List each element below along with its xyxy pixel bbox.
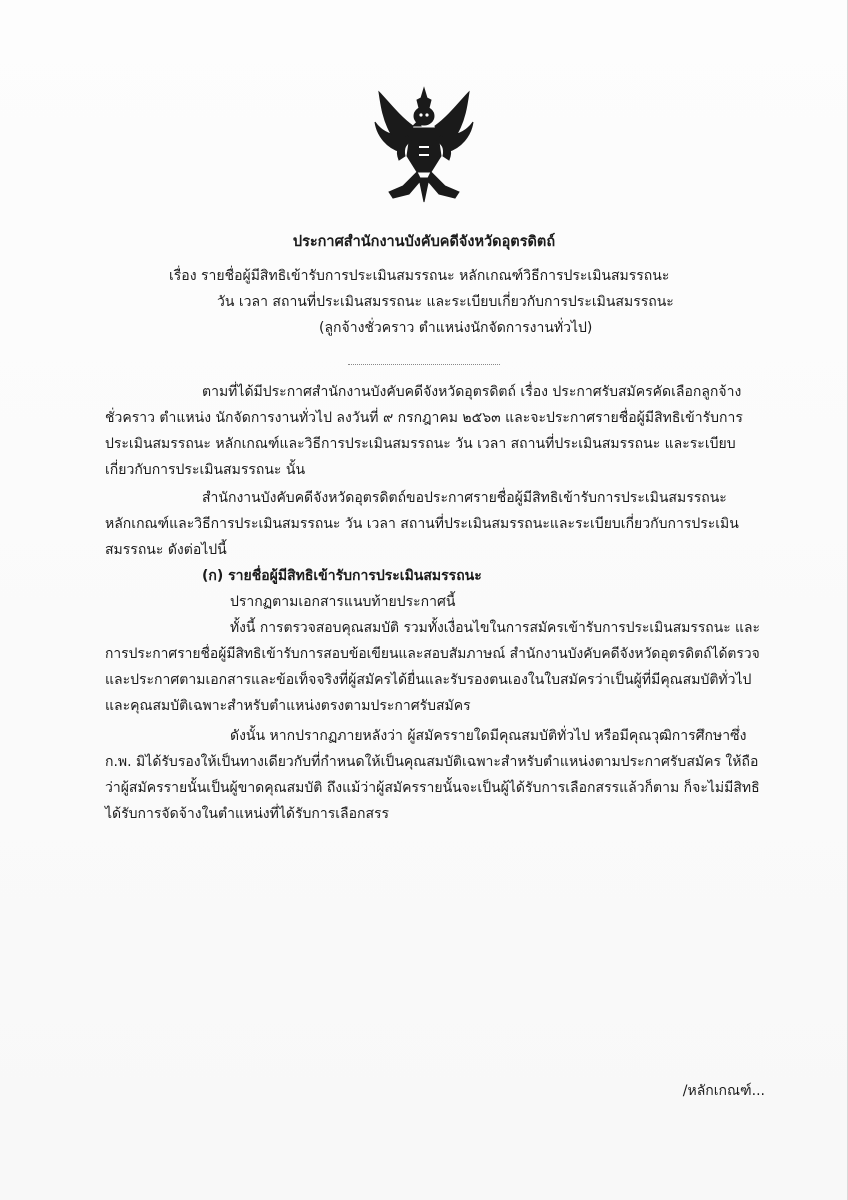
paragraph-line: เกี่ยวกับการประเมินสมรรถนะ นั้น [105, 462, 306, 478]
paragraph-line: ว่าผู้สมัครรายนั้นเป็นผู้ขาดคุณสมบัติ ถึงแม้ว่าผู้สมัครรายนั้นจะเป็นผู้ได้รับการเลือกสรรแล้วก็ตาม ก็จะไม่มีสิทธิ [105, 780, 760, 796]
paragraph-line: การประกาศรายชื่อผู้มีสิทธิเข้ารับการสอบข้อเขียนและสอบสัมภาษณ์ สำนักงานบังคับคดีจังหวัดอุตรดิตถ์ได้ตรวจ [105, 646, 760, 662]
paragraph-line: ตามที่ได้มีประกาศสำนักงานบังคับคดีจังหวัดอุตรดิตถ์ เรื่อง ประกาศรับสมัครคัดเลือกลูกจ้าง [202, 384, 742, 400]
announcement-title: ประกาศสำนักงานบังคับคดีจังหวัดอุตรดิตถ์ [292, 234, 556, 250]
paragraph-line: ดังนั้น หากปรากฏภายหลังว่า ผู้สมัครรายใดมีคุณสมบัติทั่วไป หรือมีคุณวุฒิการศึกษาซึ่ง [230, 728, 747, 744]
garuda-emblem-icon [369, 86, 479, 204]
paragraph-line: สมรรถนะ ดังต่อไปนี้ [105, 542, 227, 558]
subject-line: (ลูกจ้างชั่วคราว ตำแหน่งนักจัดการงานทั่วไป) [319, 320, 593, 336]
paragraph-line: สำนักงานบังคับคดีจังหวัดอุตรดิตถ์ขอประกาศรายชื่อผู้มีสิทธิเข้ารับการประเมินสมรรถนะ [202, 490, 727, 506]
section-heading: (ก) รายชื่อผู้มีสิทธิเข้ารับการประเมินสมรรถนะ [202, 568, 482, 584]
paragraph-line: ชั่วคราว ตำแหน่ง นักจัดการงานทั่วไป ลงวันที่ ๙ กรกฎาคม ๒๕๖๓ และจะประกาศรายชื่อผู้มีสิทธิเข้ารับการ [105, 410, 743, 426]
paragraph-line: หลักเกณฑ์และวิธีการประเมินสมรรถนะ วัน เวลา สถานที่ประเมินสมรรถนะและระเบียบเกี่ยวกับการประเมิน [105, 516, 739, 532]
paragraph-line: ได้รับการจัดจ้างในตำแหน่งที่ได้รับการเลือกสรร [105, 806, 390, 822]
paragraph-line: ประเมินสมรรถนะ หลักเกณฑ์และวิธีการประเมินสมรรถนะ วัน เวลา สถานที่ประเมินสมรรถนะ และระเบียบ [105, 436, 736, 452]
section-text: ปรากฏตามเอกสารแนบท้ายประกาศนี้ [230, 594, 456, 610]
subject-line: เรื่อง รายชื่อผู้มีสิทธิเข้ารับการประเมินสมรรถนะ หลักเกณฑ์วิธีการประเมินสมรรถนะ [169, 268, 670, 284]
continuation-note: /หลักเกณฑ์... [682, 1083, 765, 1099]
paragraph-line: และคุณสมบัติเฉพาะสำหรับตำแหน่งตรงตามประกาศรับสมัคร [105, 698, 471, 714]
divider [348, 364, 500, 365]
subject-line: วัน เวลา สถานที่ประเมินสมรรถนะ และระเบียบเกี่ยวกับการประเมินสมรรถนะ [217, 294, 674, 310]
paragraph-line: ก.พ. มิได้รับรองให้เป็นทางเดียวกับที่กำหนดให้เป็นคุณสมบัติเฉพาะสำหรับตำแหน่งตามประกาศรับสมัคร ให้ถือ [105, 754, 759, 770]
paragraph-line: ทั้งนี้ การตรวจสอบคุณสมบัติ รวมทั้งเงื่อนไขในการสมัครเข้ารับการประเมินสมรรถนะ และ [230, 620, 760, 636]
paragraph-line: และประกาศตามเอกสารและข้อเท็จจริงที่ผู้สมัครได้ยื่นและรับรองตนเองในใบสมัครว่าเป็นผู้ที่มีคุณสมบัติทั่วไป [105, 672, 752, 688]
